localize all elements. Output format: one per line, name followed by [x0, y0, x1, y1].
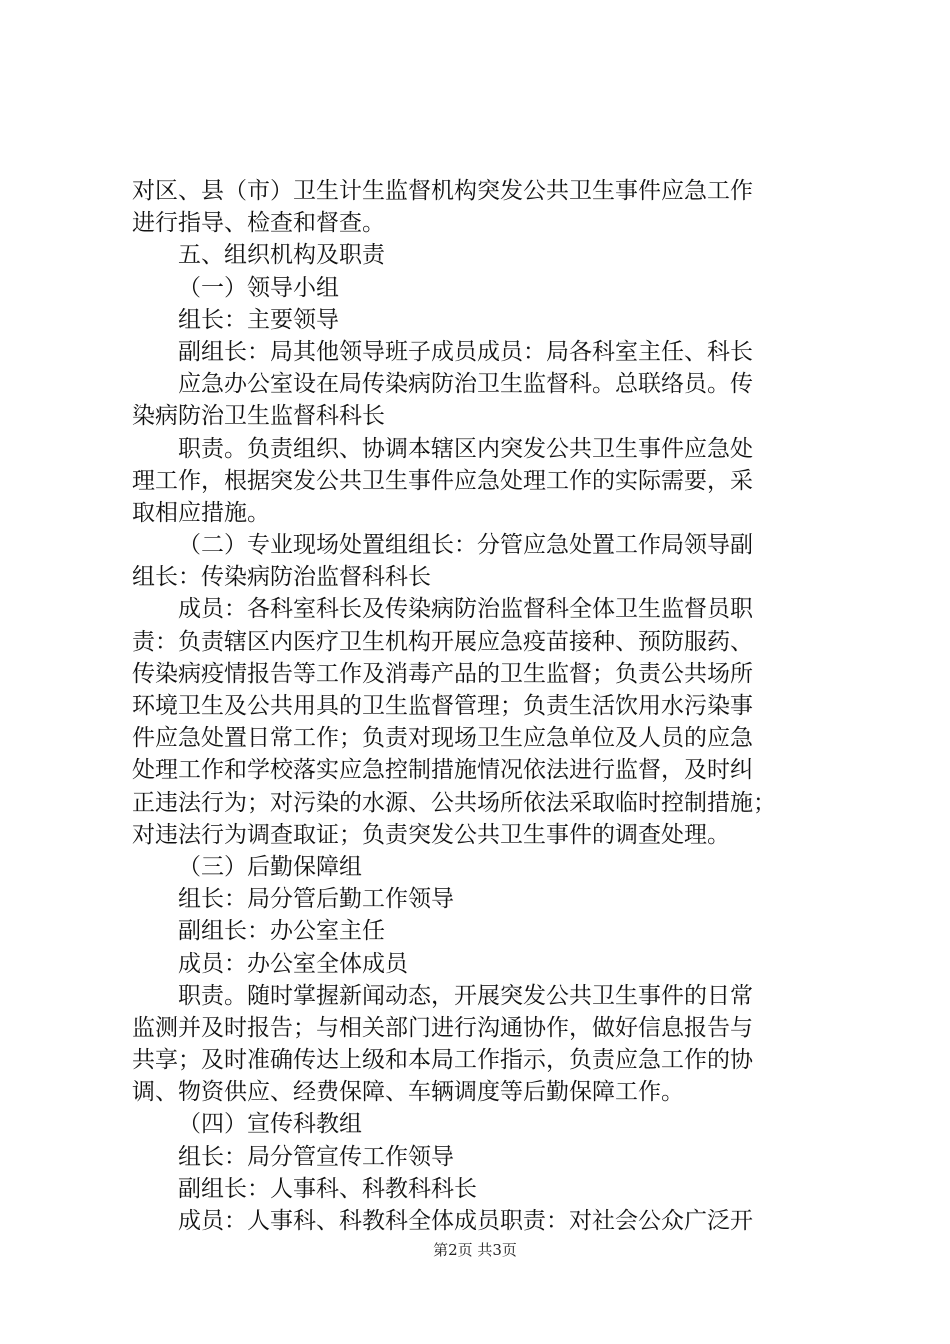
text-line: 理工作，根据突发公共卫生事件应急处理工作的实际需要，采 [132, 467, 753, 494]
text-line: 对区、县（市）卫生计生监督机构突发公共卫生事件应急工作 [132, 178, 753, 204]
page-footer: 第2页 共3页 [433, 1241, 517, 1259]
text-line: 副组长：局其他领导班子成员成员：局各科室主任、科长 [178, 338, 753, 365]
text-line: 染病防治卫生监督科科长 [132, 403, 385, 430]
text-line: （三）后勤保障组 [178, 853, 362, 880]
text-line: 调、物资供应、经费保障、车辆调度等后勤保障工作。 [132, 1079, 684, 1106]
text-line: 职责。随时掌握新闻动态，开展突发公共卫生事件的日常 [178, 982, 753, 1009]
text-line: （一）领导小组 [178, 274, 339, 301]
text-line: 进行指导、检查和督查。 [132, 210, 385, 237]
text-line: （二）专业现场处置组组长：分管应急处置工作局领导副 [178, 532, 753, 559]
text-line: 成员：办公室全体成员 [178, 950, 408, 977]
text-line: 应急办公室设在局传染病防治卫生监督科。总联络员。传 [178, 371, 753, 398]
text-line: 处理工作和学校落实应急控制措施情况依法进行监督，及时纠 [132, 757, 753, 784]
text-line: 责：负责辖区内医疗卫生机构开展应急疫苗接种、预防服药、 [132, 628, 753, 655]
text-line: 取相应措施。 [132, 499, 270, 526]
text-line: 成员：各科室科长及传染病防治监督科全体卫生监督员职 [178, 596, 753, 623]
text-line: 监测并及时报告；与相关部门进行沟通协作，做好信息报告与 [132, 1014, 753, 1041]
text-line: 传染病疫情报告等工作及消毒产品的卫生监督；负责公共场所 [132, 660, 753, 687]
text-line: （四）宣传科教组 [178, 1111, 362, 1138]
text-line: 组长：局分管后勤工作领导 [178, 886, 454, 913]
text-line: 对违法行为调查取证；负责突发公共卫生事件的调查处理。 [132, 821, 730, 848]
text-line: 成员：人事科、科教科全体成员职责：对社会公众广泛开 [178, 1208, 753, 1234]
text-line: 副组长：办公室主任 [178, 918, 385, 945]
document-body [132, 175, 832, 1237]
text-line: 五、组织机构及职责 [178, 242, 385, 269]
text-line: 职责。负责组织、协调本辖区内突发公共卫生事件应急处 [178, 435, 753, 462]
text-line: 副组长：人事科、科教科科长 [178, 1175, 477, 1202]
text-line: 正违法行为；对污染的水源、公共场所依法采取临时控制措施； [132, 789, 776, 816]
text-line: 组长：传染病防治监督科科长 [132, 564, 431, 591]
text-line: 共享；及时准确传达上级和本局工作指示，负责应急工作的协 [132, 1047, 753, 1074]
text-line: 环境卫生及公共用具的卫生监督管理；负责生活饮用水污染事 [132, 693, 753, 719]
text-line: 组长：局分管宣传工作领导 [178, 1143, 454, 1170]
text-line: 组长：主要领导 [178, 306, 339, 333]
text-line: 件应急处置日常工作；负责对现场卫生应急单位及人员的应急 [132, 725, 753, 752]
